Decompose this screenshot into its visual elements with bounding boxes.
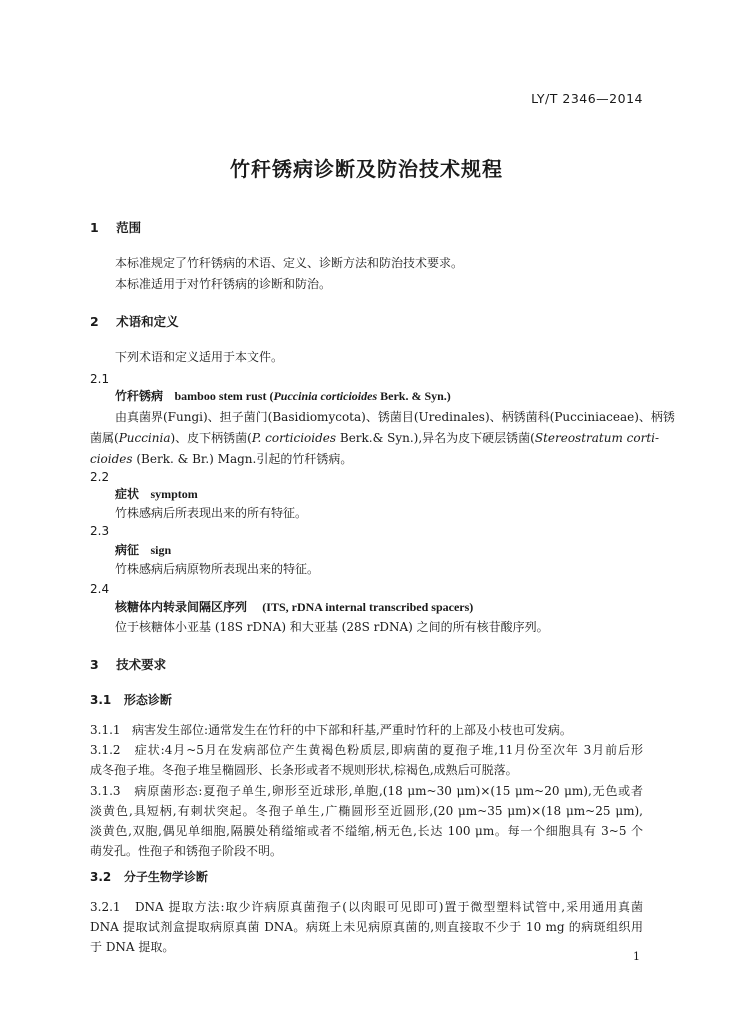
subsection-number: 3.2	[90, 870, 112, 884]
section-number: 2	[90, 314, 99, 329]
section-title: 术语和定义	[116, 314, 179, 329]
term-entry	[115, 389, 451, 403]
subsection-number: 3.1	[90, 693, 112, 707]
definition: 竹株感病后所表现出来的所有特征。	[115, 506, 308, 520]
section-3-heading	[90, 657, 166, 672]
definition-line: 菌属(Puccinia)、皮下柄锈菌(P. corticioides Berk.& Syn.),异名为皮下硬层锈菌(Stereostratum corti-	[90, 431, 660, 445]
clause-3-1-1	[90, 723, 572, 737]
clause-number: 3.1.2	[90, 743, 121, 757]
definition: 竹株感病后病原物所表现出来的特征。	[115, 562, 320, 576]
clause-3-1-3-line: 淡黄色,双胞,偶见单细胞,隔膜处稍缢缩或者不缢缩,柄无色,长达 100 μm。每一个细胞具有 3~5 个	[90, 824, 643, 838]
clause-number: 3.1.1	[90, 723, 121, 737]
term-en: symptom	[150, 487, 198, 501]
clause-number: 2.4	[90, 582, 110, 596]
document-title: 竹秆锈病诊断及防治技术规程	[230, 157, 503, 181]
term-entry	[115, 600, 473, 614]
subsection-3-1-heading	[90, 693, 172, 707]
clause-number: 3.1.3	[90, 784, 121, 798]
term-cn: 核糖体内转录间隔区序列	[115, 600, 248, 614]
term-en: (ITS, rDNA internal transcribed spacers)	[262, 600, 474, 614]
term-en: sign	[150, 543, 172, 557]
term-en: bamboo stem rust (Puccinia corticioides Berk. & Syn.)	[174, 389, 451, 403]
section-title: 范围	[116, 220, 142, 235]
clause-number: 2.1	[90, 372, 110, 386]
clause-3-2-1-line: 于 DNA 提取。	[90, 940, 175, 954]
term-cn: 竹秆锈病	[115, 389, 164, 403]
definition: 位于核糖体小亚基 (18S rDNA) 和大亚基 (28S rDNA) 之间的所有核苷酸序列。	[115, 620, 549, 634]
section-1-heading	[90, 220, 141, 235]
section-title: 技术要求	[116, 657, 167, 672]
section-number: 3	[90, 657, 99, 672]
clause-text: 病害发生部位:通常发生在竹秆的中下部和秆基,严重时竹秆的上部及小枝也可发病。	[132, 723, 572, 737]
definition-line: 由真菌界(Fungi)、担子菌门(Basidiomycota)、锈菌目(Uredinales)、柄锈菌科(Pucciniaceae)、柄锈	[115, 410, 675, 424]
term-entry	[115, 487, 198, 501]
term-cn: 症状	[115, 487, 140, 501]
definition-line: cioides (Berk. & Br.) Magn.引起的竹秆锈病。	[90, 452, 353, 466]
term-entry	[115, 543, 171, 557]
clause-3-1-3-line: 淡黄色,具短柄,有刺状突起。冬孢子单生,广椭圆形至近圆形,(20 μm~35 μm)×(18 μm~25 μm),	[90, 804, 643, 818]
clause-number: 3.2.1	[90, 900, 121, 914]
subsection-title: 分子生物学诊断	[123, 870, 208, 884]
clause-3-2-1-line: 3.2.1 DNA 提取方法:取少许病原真菌孢子(以肉眼可见即可)置于微型塑料试管中,采用通用真菌	[90, 900, 643, 914]
standard-number: LY/T 2346—2014	[531, 91, 643, 106]
subsection-3-2-heading	[90, 870, 208, 884]
paragraph: 本标准规定了竹秆锈病的术语、定义、诊断方法和防治技术要求。	[115, 256, 464, 270]
clause-3-1-3-line: 萌发孔。性孢子和锈孢子阶段不明。	[90, 844, 283, 858]
paragraph: 下列术语和定义适用于本文件。	[115, 350, 284, 364]
clause-3-1-2-line: 成冬孢子堆。冬孢子堆呈椭圆形、长条形或者不规则形状,棕褐色,成熟后可脱落。	[90, 763, 518, 777]
section-number: 1	[90, 220, 99, 235]
clause-3-2-1-line: DNA 提取试剂盒提取病原真菌 DNA。病斑上未见病原真菌的,则直接取不少于 10 mg 的病斑组织用	[90, 920, 643, 934]
clause-number: 2.2	[90, 470, 110, 484]
clause-3-1-3-line: 3.1.3 病原菌形态:夏孢子单生,卵形至近球形,单胞,(18 μm~30 μm)×(15 μm~20 μm),无色或者	[90, 784, 643, 798]
clause-number: 2.3	[90, 524, 110, 538]
section-2-heading	[90, 314, 179, 329]
page-number: 1	[633, 950, 640, 963]
paragraph: 本标准适用于对竹秆锈病的诊断和防治。	[115, 277, 332, 291]
subsection-title: 形态诊断	[123, 693, 172, 707]
clause-3-1-2-line: 3.1.2 症状:4月~5月在发病部位产生黄褐色粉质层,即病菌的夏孢子堆,11月份至次年 3月前后形	[90, 743, 643, 757]
term-cn: 病征	[115, 543, 140, 557]
